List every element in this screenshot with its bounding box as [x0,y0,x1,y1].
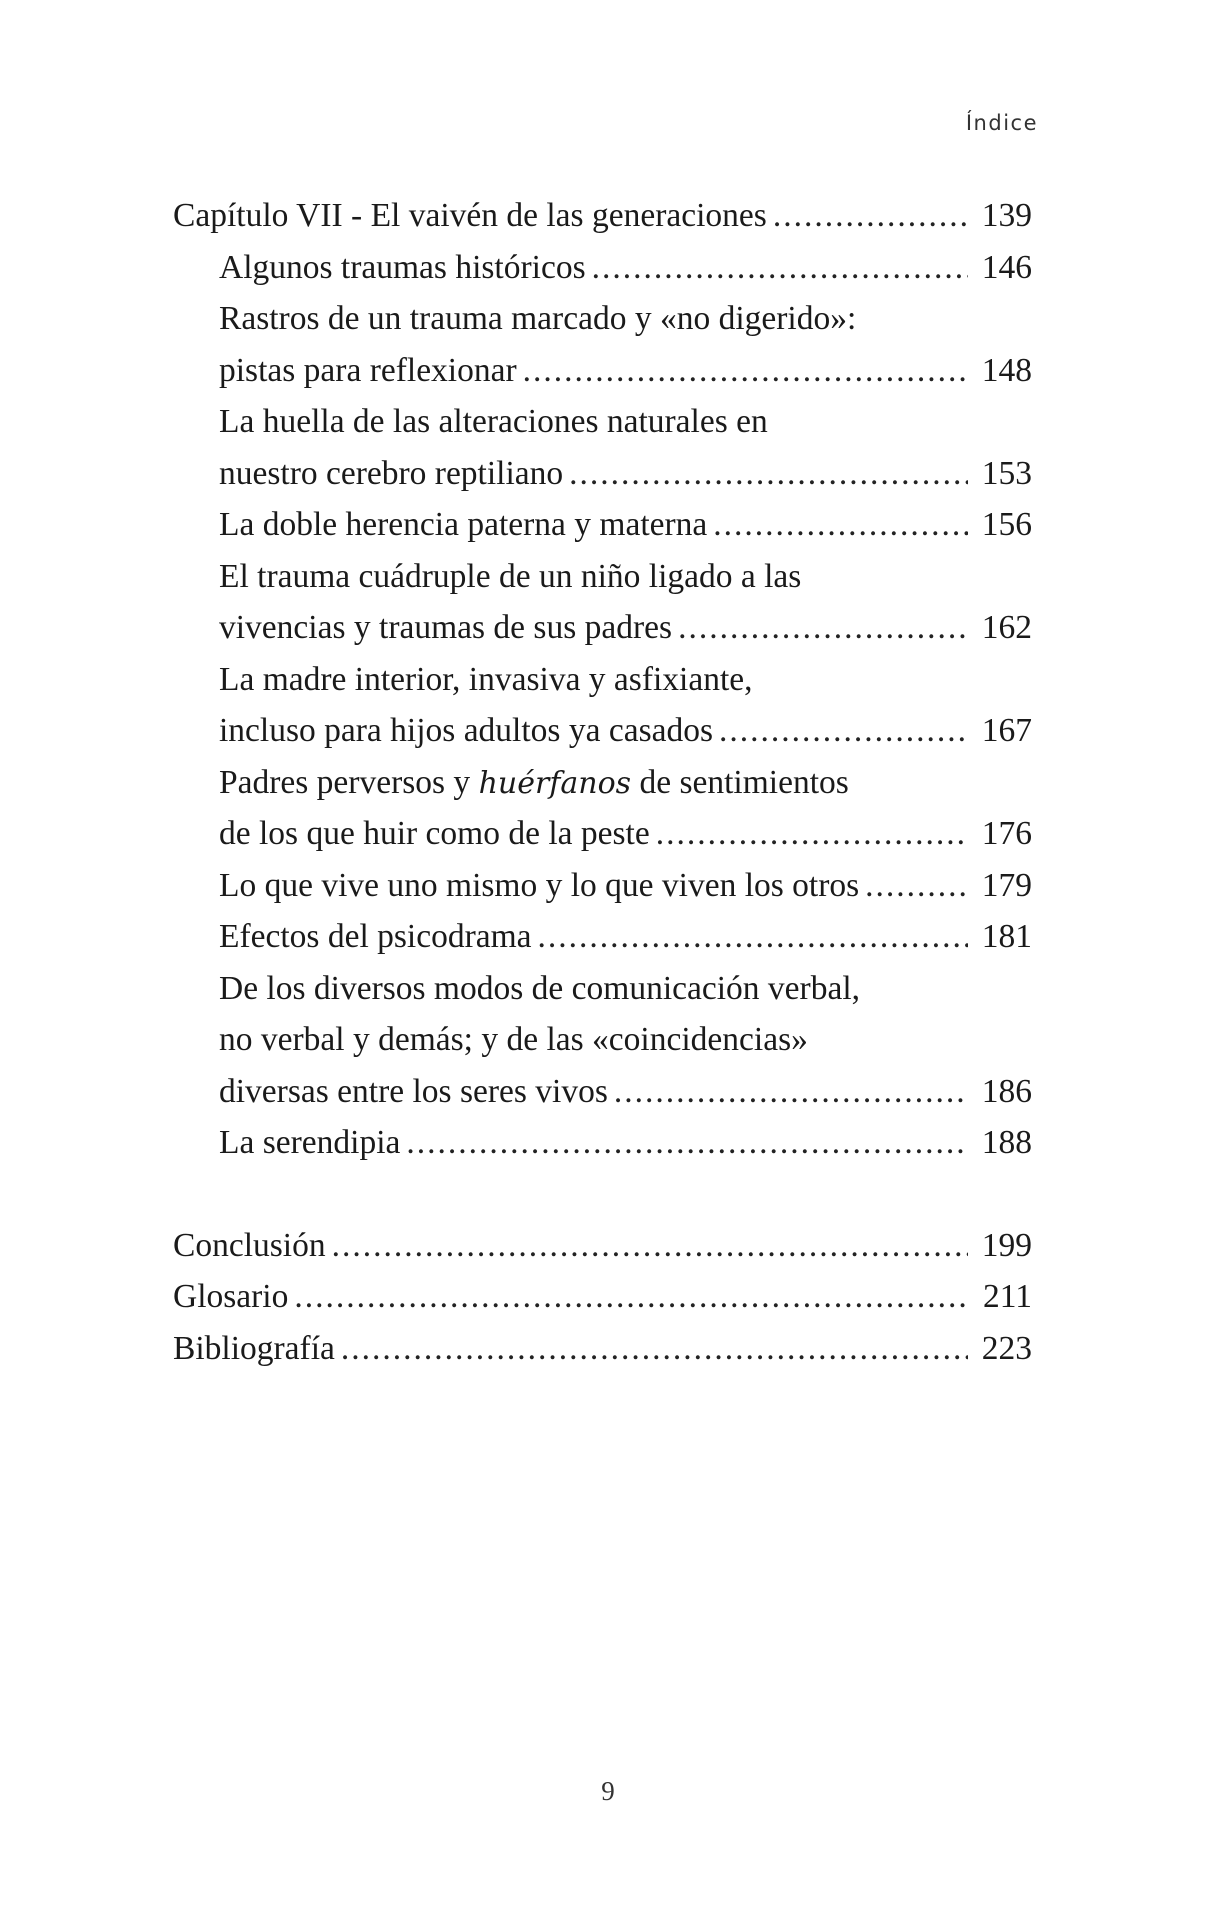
toc-entry-label: no verbal y demás; y de las «coincidencias» [219,1021,808,1058]
toc-entry-label: La madre interior, invasiva y asfixiante, [219,660,753,698]
toc-entry-label: Glosario [173,1278,289,1315]
toc-entry-label: diversas entre los seres vivos [219,1072,608,1110]
toc-entry-serendipia[interactable] [173,1117,1032,1169]
dot-leader [332,1220,968,1272]
toc-entry-glosario[interactable] [173,1271,1032,1323]
toc-entry-label: Algunos traumas históricos [219,248,586,286]
toc-entry-madre-interior[interactable] [173,705,1032,757]
toc-page-number: 153 [981,454,1032,492]
toc-page-number: 181 [981,918,1032,955]
toc-entry-comunicacion-line2[interactable] [173,1014,1032,1066]
toc-entry-label: El trauma cuádruple de un niño ligado a las [219,557,802,595]
toc-entry-bibliografia[interactable] [173,1323,1032,1375]
toc-entry-label: pistas para reflexionar [219,351,517,389]
toc-page-number: 148 [981,351,1032,389]
toc-entry-label: Rastros de un trauma marcado y «no digerido»: [219,300,857,337]
dot-leader [773,190,968,242]
dot-leader [523,345,968,397]
toc-entry-comunicacion[interactable] [173,1066,1032,1118]
toc-page-number: 146 [981,248,1032,286]
dot-leader [406,1117,968,1169]
dot-leader [713,499,968,551]
toc-entry-label: incluso para hijos adultos ya casados [219,712,714,749]
toc-page-number: 179 [981,866,1032,904]
toc-entry-label: La doble herencia paterna y materna [219,506,708,543]
toc-page-number: 167 [981,712,1032,749]
toc-page-number: 162 [981,609,1032,646]
dot-leader [569,448,968,500]
toc-page-number: 199 [981,1226,1032,1264]
dot-leader [656,808,968,860]
page-number: 9 [601,1776,615,1806]
toc-entry-padres-perversos[interactable] [173,808,1032,860]
toc-entry-chapter-7[interactable] [173,190,1032,242]
toc-entry-label: vivencias y traumas de sus padres [219,609,673,646]
dot-leader [538,911,968,963]
dot-leader [294,1271,968,1323]
toc-page-number: 188 [981,1124,1032,1161]
table-of-contents [173,190,1032,1374]
toc-entry-label: Capítulo VII - El vaivén de las generaciones [173,197,767,234]
toc-entry-rastros[interactable] [173,345,1032,397]
dot-leader [719,705,968,757]
toc-entry-traumas-historicos[interactable] [173,242,1032,294]
toc-entry-comunicacion-line1[interactable] [173,963,1032,1015]
toc-entry-huella[interactable] [173,448,1032,500]
toc-entry-lo-que-vive[interactable] [173,860,1032,912]
toc-entry-label: Bibliografía [173,1329,335,1367]
toc-entry-trauma-cuadruple-line1[interactable] [173,551,1032,603]
toc-entry-padres-perversos-line1[interactable] [173,757,1032,809]
toc-entry-label: nuestro cerebro reptiliano [219,454,564,492]
toc-entry-label: Efectos del psicodrama [219,918,532,955]
dot-leader [614,1066,968,1118]
toc-entry-label: La serendipia [219,1124,401,1161]
toc-entry-label: La huella de las alteraciones naturales en [219,403,768,440]
toc-entry-rastros-line1[interactable] [173,293,1032,345]
dot-leader [341,1323,968,1375]
toc-label-emphasis: huérfanos [478,765,632,801]
toc-page-number: 223 [981,1329,1032,1367]
toc-entry-label: de los que huir como de la peste [219,815,650,852]
toc-entry-madre-interior-line1[interactable] [173,654,1032,706]
toc-page-number: 186 [981,1072,1032,1110]
toc-page-number: 176 [981,815,1032,852]
toc-entry-psicodrama[interactable] [173,911,1032,963]
toc-entry-doble-herencia[interactable] [173,499,1032,551]
toc-page-number: 139 [981,197,1032,234]
toc-entry-label: De los diversos modos de comunicación verbal, [219,969,860,1007]
toc-page-number: 211 [982,1278,1032,1315]
running-header: Índice [965,111,1038,135]
toc-entry-trauma-cuadruple[interactable] [173,602,1032,654]
toc-label-part: de sentimientos [631,763,849,801]
dot-leader [865,860,968,912]
toc-entry-conclusion[interactable] [173,1220,1032,1272]
dot-leader [592,242,968,294]
dot-leader [678,602,968,654]
toc-entry-huella-line1[interactable] [173,396,1032,448]
toc-entry-label: Conclusión [173,1226,326,1264]
toc-page-number: 156 [981,506,1032,543]
toc-entry-label [219,757,849,810]
toc-entry-label: Lo que vive uno mismo y lo que viven los otros [219,866,860,904]
toc-label-part: Padres perversos y [219,763,479,801]
